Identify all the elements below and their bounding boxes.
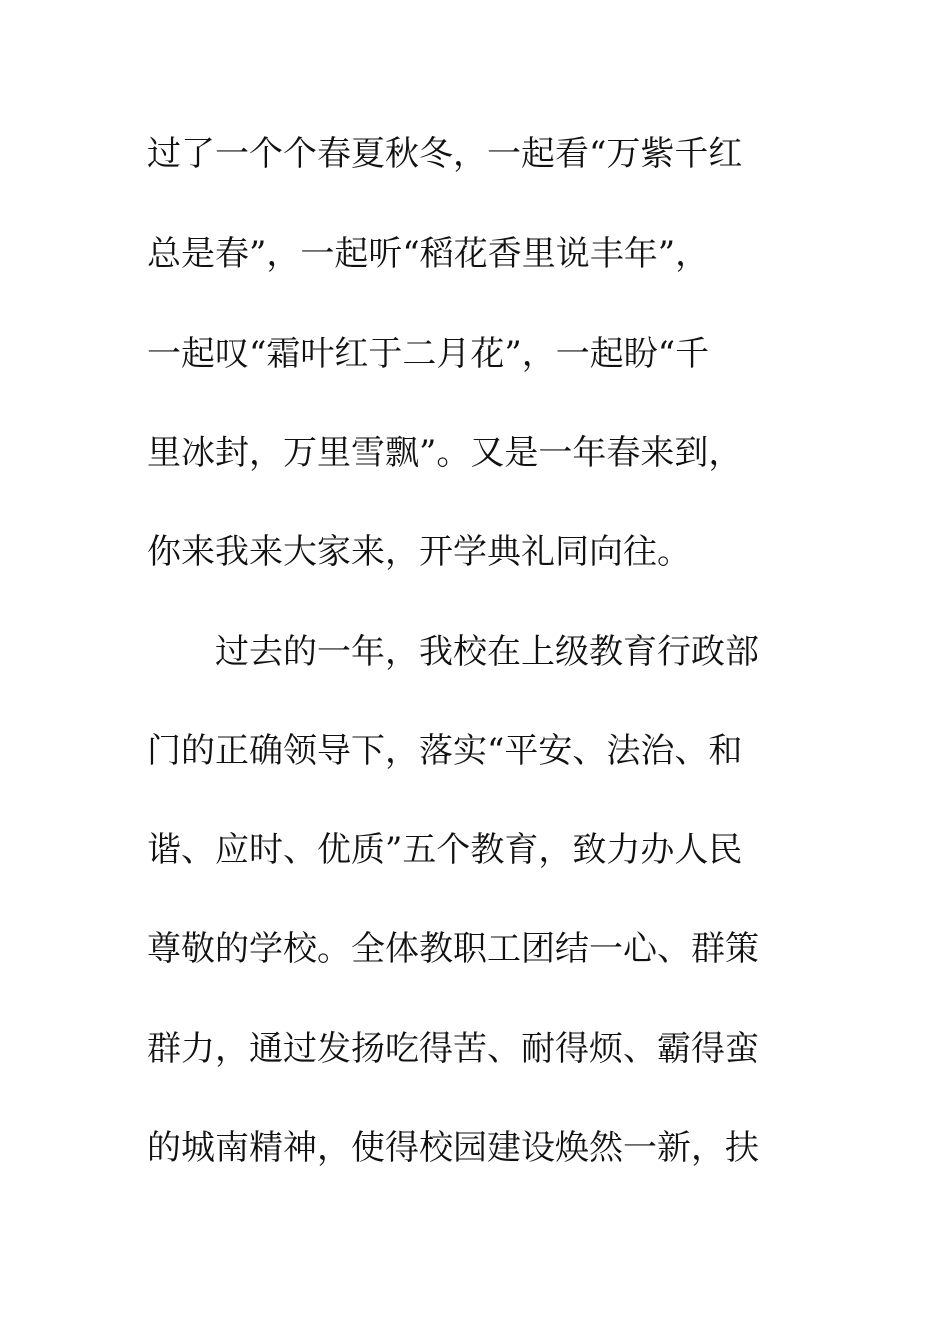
- text-line: 里冰封，万里雪飘”。又是一年春来到，: [147, 433, 743, 473]
- text-line: 过了一个个春夏秋冬，一起看“万紫千红: [147, 134, 743, 174]
- text-line: 谐、应时、优质”五个教育，致力办人民: [147, 830, 743, 870]
- text-line: 你来我来大家来，开学典礼同向往。: [147, 532, 691, 572]
- text-line: 一起叹“霜叶红于二月花”，一起盼“千: [147, 334, 710, 374]
- text-line: 的城南精神，使得校园建设焕然一新，扶: [147, 1128, 759, 1168]
- text-line: 门的正确领导下，落实“平安、法治、和: [147, 731, 743, 771]
- paragraph-first-line: 过去的一年，我校在上级教育行政部: [215, 632, 759, 672]
- text-line: 总是春”，一起听“稻花香里说丰年”，: [147, 234, 710, 274]
- text-line: 尊敬的学校。全体教职工团结一心、群策: [147, 929, 759, 969]
- text-line: 群力，通过发扬吃得苦、耐得烦、霸得蛮: [147, 1029, 759, 1069]
